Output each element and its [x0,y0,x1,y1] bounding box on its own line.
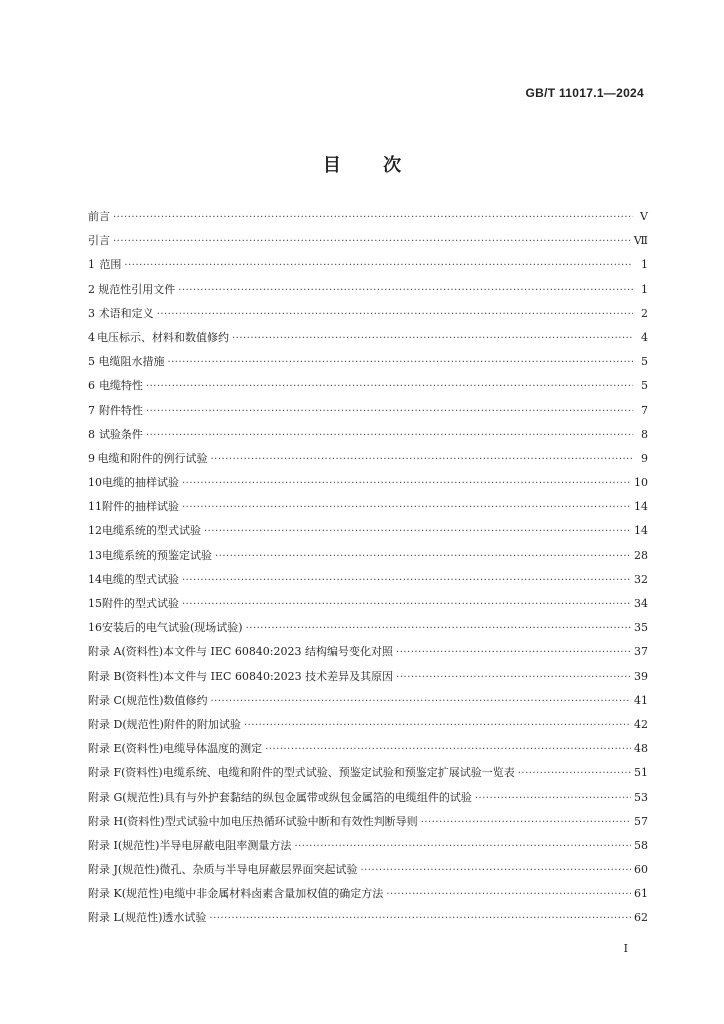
toc-entry-title: 电缆的抽样试验 [102,476,179,490]
toc-entry[interactable] [88,329,648,353]
toc-page-number: 35 [634,621,648,635]
toc-page-number: 48 [634,742,648,756]
toc-annex-id: 附录 F(资料性) [88,766,163,780]
toc-entry-title: 电缆的型式试验 [102,572,179,586]
toc-entry-title: 电压标示、材料和数值修约 [97,330,229,344]
toc-annex-id: 附录 C(规范性) [88,693,164,707]
dot-leader [182,502,631,513]
toc-page-number: 10 [634,476,648,490]
toc-chapter-number: 9 [88,451,95,465]
toc-entry[interactable] [88,522,648,546]
dot-leader [124,260,633,271]
toc-page-number: 62 [634,911,648,925]
dot-leader [182,478,631,489]
toc-page-number: 39 [634,669,648,683]
dot-leader [146,381,633,392]
dot-leader [167,357,633,368]
toc-annex-id: 附录 E(资料性) [88,742,164,756]
toc-entry[interactable] [88,861,648,885]
toc-page-number: 1 [641,282,648,296]
toc-page-number: 4 [641,330,648,344]
toc-page-number: 5 [641,379,648,393]
toc-chapter-number: 13 [88,548,102,562]
toc-page-number: 1 [641,258,648,272]
toc-page-number: 14 [634,500,648,514]
toc-page-number: Ⅶ [633,234,648,248]
toc-entry[interactable] [88,426,648,450]
toc-chapter-number: 5 [88,355,95,369]
toc-entry-title: 本文件与 IEC 60840:2023 结构编号变化对照 [163,645,394,659]
toc-entry[interactable] [88,353,648,377]
dot-leader [182,599,631,610]
dot-leader [246,623,631,634]
toc-chapter-number: 12 [88,524,102,538]
toc-entry-title: 电缆和附件的例行试验 [97,451,208,465]
toc-entry[interactable] [88,692,648,716]
toc-page-number: 14 [634,524,648,538]
toc-entry[interactable] [88,377,648,401]
dot-leader [178,285,633,296]
toc-entry-title: 本文件与 IEC 60840:2023 技术差异及其原因 [163,669,394,683]
dot-leader [396,647,631,658]
toc-entry-title: 电缆特性 [98,379,143,393]
toc-entry[interactable] [88,281,648,305]
toc-page-number: 2 [641,306,648,320]
toc-entry-title: 电缆阻水措施 [98,355,165,369]
toc-page-number: 51 [634,766,648,780]
toc-page-number: Ⅴ [640,210,648,223]
toc-chapter-number: 4 [88,330,95,344]
dot-leader [386,889,631,900]
toc-chapter-number: 14 [88,572,102,586]
toc-entry[interactable] [88,498,648,522]
dot-leader [157,309,633,320]
toc-entry-title: 术语和定义 [98,306,154,320]
toc-entry[interactable] [88,740,648,764]
toc-page-number: 61 [634,887,648,901]
toc-entry-title: 电缆系统的预鉴定试验 [102,548,212,562]
toc-page-number: 34 [634,597,648,610]
toc-annex-id: 附录 B(资料性) [88,669,164,683]
toc-entry[interactable] [88,571,648,595]
page-title: 目 次 [322,155,402,176]
toc-page-number: 41 [634,693,648,707]
toc-entry[interactable] [88,643,648,667]
toc-entry-title: 具有与外护套黏结的纵包金属带或纵包金属箔的电缆组件的试验 [163,790,472,804]
dot-leader [209,913,631,924]
toc-page-number: 57 [634,814,648,828]
toc-entry[interactable] [88,208,648,232]
dot-leader [146,430,633,441]
page-number: I [623,942,628,955]
toc-entry[interactable] [88,450,648,474]
toc-entry[interactable] [88,813,648,837]
dot-leader [232,333,633,344]
toc-page-number: 7 [641,403,648,417]
toc-page-number: 37 [634,645,648,659]
dot-leader [475,793,631,804]
toc-chapter-number: 2 [88,282,95,296]
toc-entry-title: 范围 [99,258,122,272]
toc-chapter-number: 8 [88,427,95,441]
toc-chapter-number: 6 [88,379,95,393]
dot-leader [215,551,631,562]
dot-leader [396,672,631,683]
toc-entry[interactable] [88,232,648,256]
toc-annex-id: 附录 H(资料性) [88,814,165,828]
toc-entry-title: 电缆系统的型式试验 [102,524,201,538]
toc-annex-id: 附录 G(规范性) [88,790,164,804]
toc-entry-title: 附件的抽样试验 [102,500,179,514]
dot-leader [265,744,631,755]
toc-entry-title: 型式试验中加电压热循环试验中断和有效性判断导则 [164,814,418,828]
dot-leader [294,841,631,852]
toc-entry-title: 微孔、杂质与半导电屏蔽层界面突起试验 [159,863,358,877]
toc-entry[interactable] [88,909,648,933]
toc-entry[interactable] [88,595,648,619]
toc-page-number: 9 [641,451,648,465]
toc-chapter-number: 3 [88,306,95,320]
toc-annex-id: 附录 I(规范性) [88,838,160,852]
dot-leader [518,768,631,779]
toc-entry-title: 附件的附加试验 [163,717,241,731]
toc-entry[interactable] [88,716,648,740]
dot-leader [113,236,631,247]
toc-entry[interactable] [88,402,648,426]
toc-entry-title: 透水试验 [162,911,207,925]
toc-entry[interactable] [88,668,648,692]
toc-entry[interactable] [88,837,648,861]
toc-chapter-number: 7 [88,403,95,417]
toc-entry-title: 数值修约 [163,693,208,707]
toc-entry-title: 附件的型式试验 [102,597,179,610]
toc-page-number: 8 [641,427,648,441]
dot-leader [421,817,631,828]
toc-page-number: 60 [634,863,648,877]
toc-annex-id: 附录 J(规范性) [88,863,160,877]
toc-entry[interactable] [88,305,648,329]
toc-chapter-number: 16 [88,621,102,635]
toc-entry-title: 电缆系统、电缆和附件的型式试验、预鉴定试验和预鉴定扩展试验一览表 [162,766,515,780]
toc-annex-id: 附录 K(规范性) [88,887,164,901]
toc-page-number: 5 [641,355,648,369]
toc-entry-title: 前言 [88,210,110,223]
toc-annex-id: 附录 A(资料性) [88,645,164,659]
dot-leader [244,720,631,731]
dot-leader [146,406,633,417]
standard-number: GB/T 11017.1—2024 [525,86,644,100]
toc-page-number: 32 [634,572,648,586]
toc-chapter-number: 15 [88,597,102,610]
toc-annex-id: 附录 D(规范性) [88,717,164,731]
toc-entry-title: 试验条件 [98,427,143,441]
toc-entry-title: 半导电屏蔽电阻率测量方法 [159,838,292,852]
toc-chapter-number: 10 [88,476,102,490]
toc-entry[interactable] [88,547,648,571]
toc-entry-title: 规范性引用文件 [98,282,176,296]
toc-entry[interactable] [88,474,648,498]
table-of-contents [88,208,648,934]
toc-chapter-number: 11 [88,500,102,514]
toc-entry[interactable] [88,619,648,643]
toc-entry[interactable] [88,256,648,280]
toc-page-number: 42 [634,717,648,731]
toc-entry[interactable] [88,764,648,788]
dot-leader [211,696,632,707]
toc-entry-title: 安装后的电气试验(现场试验) [102,621,243,635]
toc-page-number: 28 [634,548,648,562]
toc-entry[interactable] [88,885,648,909]
dot-leader [113,212,633,223]
toc-entry-title: 电缆导体温度的测定 [163,742,263,756]
toc-annex-id: 附录 L(规范性) [88,911,163,925]
dot-leader [210,454,633,465]
dot-leader [182,575,631,586]
toc-entry-title: 电缆中非金属材料卤素含量加权值的确定方法 [163,887,384,901]
toc-entry[interactable] [88,789,648,813]
toc-page-number: 58 [634,838,648,852]
toc-entry-title: 引言 [88,234,110,248]
dot-leader [361,865,632,876]
toc-entry-title: 附件特性 [98,403,143,417]
toc-chapter-number: 1 [88,258,95,272]
dot-leader [204,526,631,537]
toc-page-number: 53 [634,790,648,804]
